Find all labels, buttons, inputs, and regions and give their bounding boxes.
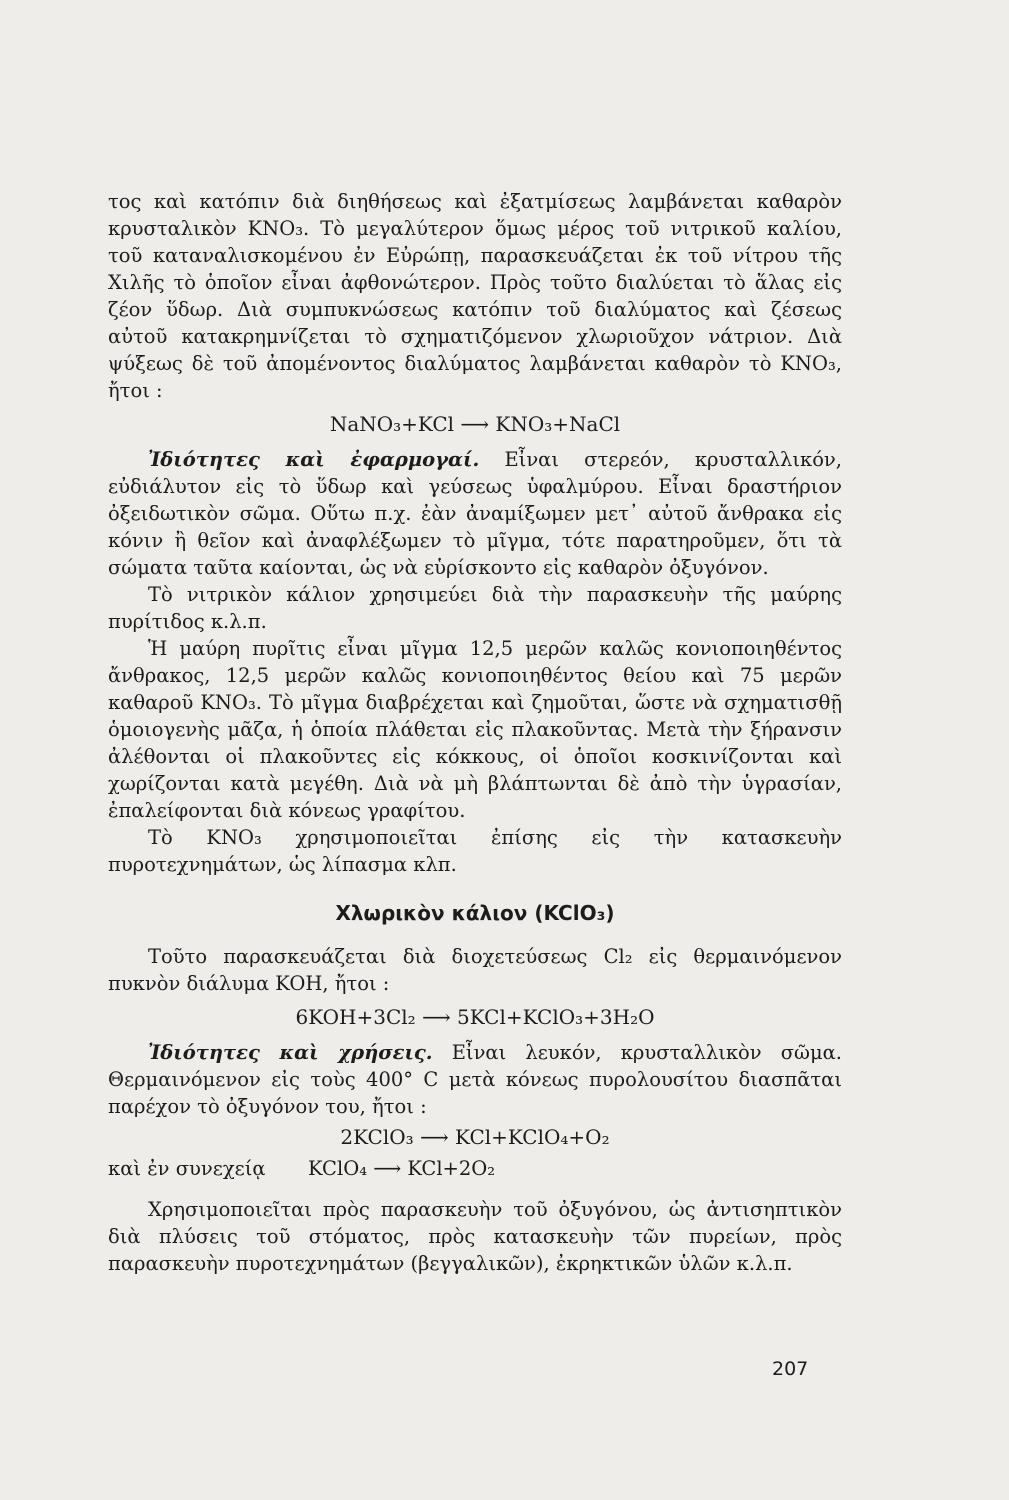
equation-perchlorate-row	[108, 1155, 842, 1182]
chlorate-properties-lead: Ἰδιότητες καὶ χρήσεις.	[148, 1041, 433, 1064]
equation-chlorate-decomposition: 2KClO₃ ⟶ KCl+KClO₄+O₂	[340, 1125, 610, 1149]
paragraph-chlorate-uses: Χρησιμοποιεῖται πρὸς παρασκευὴν τοῦ ὀξυγόνου, ὡς ἀντισηπτικὸν διὰ πλύσεις τοῦ στόματος, πρὸς κατασκευὴν τῶν πυρείων, πρὸς παρασκευὴν πυροτεχνημάτων (βεγγαλικῶν), ἐκρηκτικῶν ὑλῶν κ.λ.π.	[108, 1198, 842, 1275]
equation-continuation-label: καὶ ἐν συνεχείᾳ	[108, 1157, 266, 1180]
paragraph-chlorate-preparation: Τοῦτο παρασκευάζεται διὰ διοχετεύσεως Cl₂ εἰς θερμαινόμενον πυκνὸν διάλυμα KOH, ἤτοι :	[108, 945, 842, 995]
equation-nitrate-exchange: NaNO₃+KCl ⟶ KNO₃+NaCl	[329, 412, 621, 436]
paragraph-black-powder: Ἡ μαύρη πυρῖτις εἶναι μῖγμα 12,5 μερῶν καλῶς κονιοποιηθέντος ἄνθρακος, 12,5 μερῶν καλῶς κονιοποιηθέντος θείου καὶ 75 μερῶν καθαροῦ KNO₃. Τὸ μῖγμα διαβρέχεται καὶ ζημοῦται, ὥστε νὰ σχηματισθῇ ὁμοιογενὴς μᾶζα, ἡ ὁποία πλάθεται εἰς πλακοῦντας. Μετὰ τὴν ξήρανσιν ἀλέθονται οἱ πλακοῦντες εἰς κόκκους, οἱ ὁποῖοι κοσκινίζονται καὶ χωρίζονται κατὰ μεγέθη. Διὰ νὰ μὴ βλάπτωνται δὲ ἀπὸ τὴν ὑγρασίαν, ἐπαλείφονται διὰ κόνεως γραφίτου.	[108, 637, 842, 822]
equation-chlorate-formation: 6KOH+3Cl₂ ⟶ 5KCl+KClO₃+3H₂O	[295, 1005, 655, 1029]
equation-perchlorate-decomposition: KClO₄ ⟶ KCl+2O₂	[308, 1157, 496, 1180]
paragraph-chlorate-properties	[108, 1039, 842, 1120]
paragraph-potassium-nitrate-preparation: τος καὶ κατόπιν διὰ διηθήσεως καὶ ἐξατμίσεως λαμβάνεται καθαρὸν κρυσταλικὸν KNO₃. Τὸ μεγαλύτερον ὅμως μέρος τοῦ νιτρικοῦ καλίου, τοῦ καταναλισκομένου ἐν Εὐρώπῃ, παρασκευάζεται ἐκ τοῦ νίτρου τῆς Χιλῆς τὸ ὁποῖον εἶναι ἀφθονώτερον. Πρὸς τοῦτο διαλύεται τὸ ἅλας εἰς ζέον ὕδωρ. Διὰ συμπυκνώσεως κατόπιν τοῦ διαλύματος καὶ ζέσεως αὐτοῦ κατακρημνίζεται τὸ σχηματιζόμενον χλωριοῦχον νάτριον. Διὰ ψύξεως δὲ τοῦ ἀπομένοντος διαλύματος λαμβάνεται καθαρὸν τὸ KNO₃, ἤτοι :	[108, 190, 842, 402]
page-number: 207	[772, 1358, 809, 1380]
paragraph-properties	[108, 446, 842, 581]
chlorate-properties-text: Εἶναι λευκόν, κρυσταλλικὸν σῶμα. Θερμαινόμενον εἰς τοὺς 400° C μετὰ κόνεως πυρολουσίτου διασπᾶται παρέχον τὸ ὀξυγόνον του, ἤτοι :	[108, 1041, 842, 1118]
paragraph-gunpowder-use: Τὸ νιτρικὸν κάλιον χρησιμεύει διὰ τὴν παρασκευὴν τῆς μαύρης πυρίτιδος κ.λ.π.	[108, 583, 842, 633]
page-text	[108, 188, 842, 1277]
properties-lead: Ἰδιότητες καὶ ἐφαρμογαί.	[148, 448, 480, 471]
section-heading-potassium-chlorate: Χλωρικὸν κάλιον (KClO₃)	[335, 901, 615, 925]
paragraph-fireworks: Τὸ KNO₃ χρησιμοποιεῖται ἐπίσης εἰς τὴν κατασκευὴν πυροτεχνημάτων, ὡς λίπασμα κλπ.	[108, 826, 842, 876]
properties-text: Εἶναι στερεόν, κρυσταλλικόν, εὐδιάλυτον εἰς τὸ ὕδωρ καὶ γεύσεως ὑφαλμύρου. Εἶναι δραστήριον ὀξειδωτικὸν σῶμα. Οὕτω π.χ. ἐὰν ἀναμίξωμεν μετ᾽ αὐτοῦ ἄνθρακα εἰς κόνιν ἢ θεῖον καὶ ἀναφλέξωμεν τὸ μῖγμα, τότε παρατηροῦμεν, ὅτι τὰ σώματα ταῦτα καίονται, ὡς νὰ εὑρίσκοντο εἰς καθαρὸν ὀξυγόνον.	[108, 448, 842, 579]
